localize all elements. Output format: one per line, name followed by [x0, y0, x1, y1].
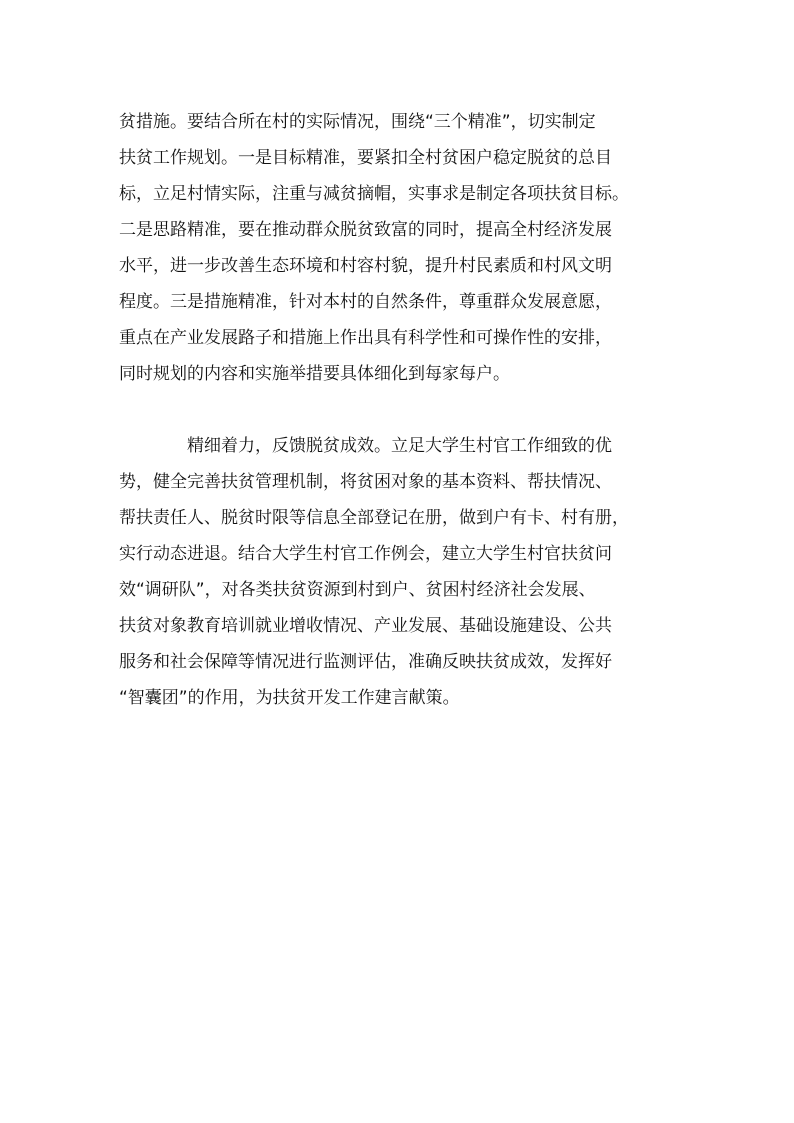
- text-line: 扶贫工作规划。一是目标精准，要紧扣全村贫困户稳定脱贫的总目: [119, 148, 612, 168]
- paragraph-targeted-planning: [119, 104, 719, 392]
- text-line: 标，立足村情实际，注重与减贫摘帽，实事求是制定各项扶贫目标。: [119, 184, 629, 204]
- text-line-indented: 精细着力，反馈脱贫成效。立足大学生村官工作细致的优: [187, 436, 612, 456]
- text-line: 重点在产业发展路子和措施上作出具有科学性和可操作性的安排，: [119, 328, 612, 348]
- paragraph-spacer: [119, 392, 719, 428]
- text-line: 效“调研队”，对各类扶贫资源到村到户、贫困村经济社会发展、: [119, 580, 596, 600]
- text-line: 贫措施。要结合所在村的实际情况，围绕“三个精准”，切实制定: [119, 112, 596, 132]
- text-line: 程度。三是措施精准，针对本村的自然条件，尊重群众发展意愿，: [119, 292, 612, 312]
- text-line: 服务和社会保障等情况进行监测评估，准确反映扶贫成效，发挥好: [119, 652, 612, 672]
- paragraph-feedback-results: [119, 428, 719, 716]
- text-line: 二是思路精准，要在推动群众脱贫致富的同时，提高全村经济发展: [119, 220, 612, 240]
- text-line: 同时规划的内容和实施举措要具体细化到每家每户。: [119, 364, 510, 384]
- text-line: “智囊团”的作用，为扶贫开发工作建言献策。: [119, 688, 460, 708]
- text-line: 扶贫对象教育培训就业增收情况、产业发展、基础设施建设、公共: [119, 616, 612, 636]
- text-line: 帮扶责任人、脱贫时限等信息全部登记在册，做到户有卡、村有册，: [119, 508, 629, 528]
- document-body: [119, 104, 719, 716]
- text-line: 水平，进一步改善生态环境和村容村貌，提升村民素质和村风文明: [119, 256, 612, 276]
- text-line: 势，健全完善扶贫管理机制，将贫困对象的基本资料、帮扶情况、: [119, 472, 612, 492]
- text-line: 实行动态进退。结合大学生村官工作例会，建立大学生村官扶贫问: [119, 544, 612, 564]
